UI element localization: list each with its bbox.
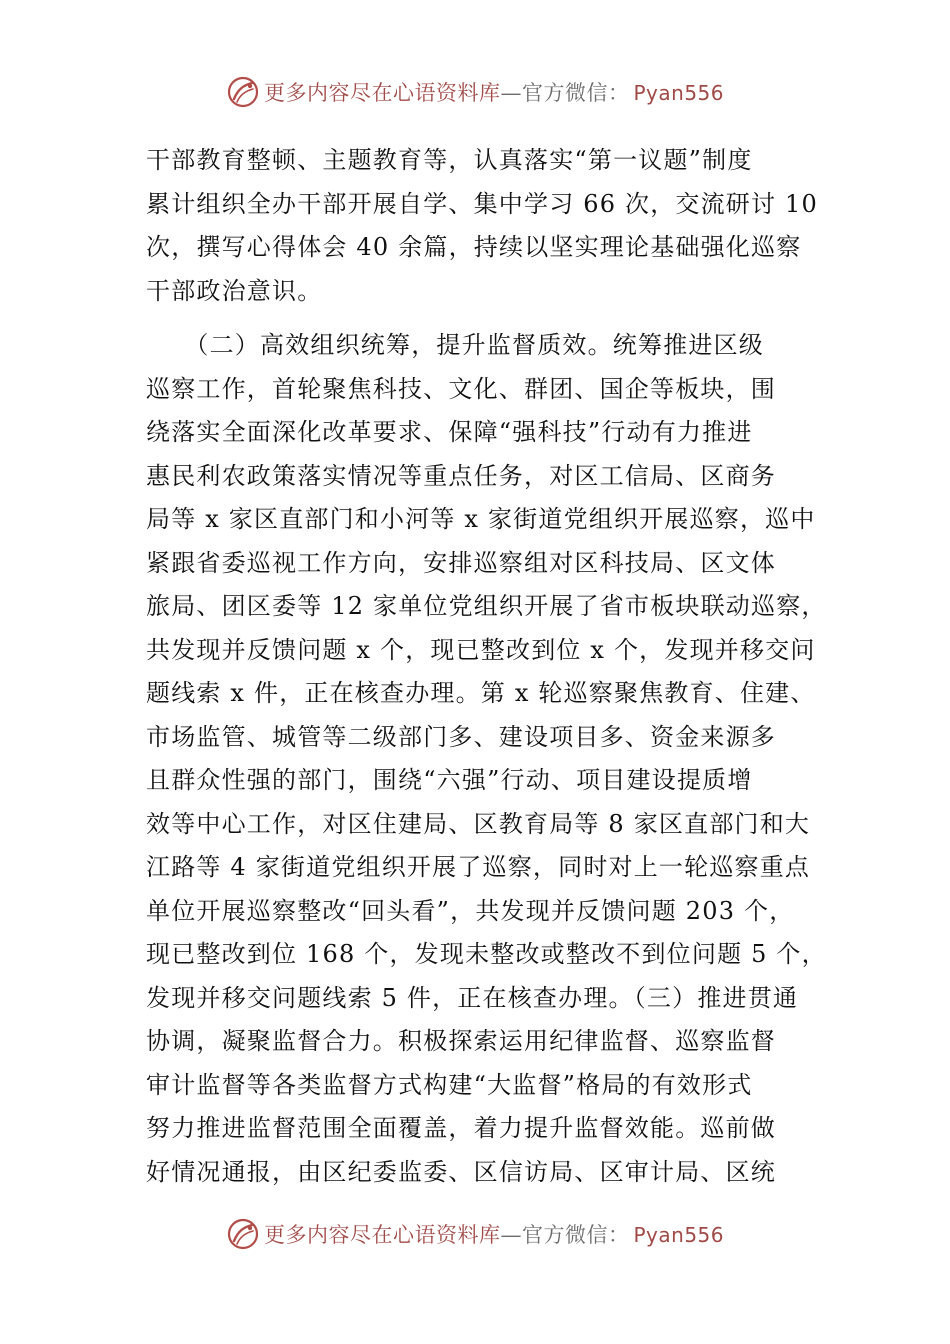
header-banner-id: Pyan556 xyxy=(633,81,724,105)
header-banner-sep: —官方微信： xyxy=(500,81,630,105)
brand-logo-icon xyxy=(226,1217,260,1251)
text-line: 累计组织全办干部开展自学、集中学习 66 次，交流研讨 10 xyxy=(146,189,818,218)
text-line: 协调，凝聚监督合力。积极探索运用纪律监督、巡察监督 xyxy=(146,1027,776,1055)
footer-banner-main: 更多内容尽在心语资料库 xyxy=(263,1223,501,1247)
text-line: 干部政治意识。 xyxy=(146,276,323,305)
text-line: 江路等 4 家街道党组织开展了巡察，同时对上一轮巡察重点 xyxy=(146,853,811,881)
text-line: 单位开展巡察整改“回头看”，共发现并反馈问题 203 个， xyxy=(146,896,795,925)
text-line: 发现并移交问题线索 5 件，正在核查办理。（三）推进贯通 xyxy=(146,983,799,1012)
text-line: 且群众性强的部门，围绕“六强”行动、项目建设提质增 xyxy=(146,766,753,794)
text-line: 效等中心工作，对区住建局、区教育局等 8 家区直部门和大 xyxy=(146,809,811,838)
text-line: 次，撰写心得体会 40 余篇，持续以坚实理论基础强化巡察 xyxy=(146,233,802,261)
text-line: 好情况通报，由区纪委监委、区信访局、区审计局、区统 xyxy=(146,1157,776,1186)
paragraph-gap xyxy=(146,313,816,324)
text-line: 局等 x 家区直部门和小河等 x 家街道党组织开展巡察，巡中 xyxy=(146,505,816,533)
text-line: 旅局、团区委等 12 家单位党组织开展了省市板块联动巡察， xyxy=(146,592,827,620)
header-banner-text xyxy=(264,77,724,107)
text-line: （二）高效组织统筹，提升监督质效。统筹推进区级 xyxy=(146,331,764,359)
text-line: 绕落实全面深化改革要求、保障“强科技”行动有力推进 xyxy=(146,418,753,446)
header-banner-main: 更多内容尽在心语资料库 xyxy=(263,81,501,105)
text-line: 题线索 x 件，正在核查办理。第 x 轮巡察聚焦教育、住建、 xyxy=(146,679,816,707)
text-line: 现已整改到位 168 个，发现未整改或整改不到位问题 5 个， xyxy=(146,940,827,968)
brand-logo-icon xyxy=(226,75,260,109)
document-body xyxy=(146,139,827,1194)
text-line: 市场监管、城管等二级部门多、建设项目多、资金来源多 xyxy=(146,722,776,751)
text-line: 巡察工作，首轮聚焦科技、文化、群团、国企等板块，围 xyxy=(146,374,776,403)
text-line: 努力推进监督范围全面覆盖，着力提升监督效能。巡前做 xyxy=(146,1114,776,1142)
footer-banner-id: Pyan556 xyxy=(633,1223,724,1247)
footer-banner-sep: —官方微信： xyxy=(500,1223,630,1247)
header-watermark-banner xyxy=(0,72,950,112)
paragraph-2 xyxy=(146,324,827,1194)
text-line: 共发现并反馈问题 x 个，现已整改到位 x 个，发现并移交问 xyxy=(146,635,816,664)
paragraph-1 xyxy=(146,139,816,313)
footer-watermark-banner xyxy=(0,1214,950,1254)
text-line: 审计监督等各类监督方式构建“大监督”格局的有效形式 xyxy=(146,1070,753,1099)
footer-banner-text xyxy=(264,1219,724,1249)
text-line: 惠民利农政策落实情况等重点任务，对区工信局、区商务 xyxy=(146,461,776,490)
text-line: 干部教育整顿、主题教育等，认真落实“第一议题”制度 xyxy=(146,146,753,174)
text-line: 紧跟省委巡视工作方向，安排巡察组对区科技局、区文体 xyxy=(146,548,776,577)
